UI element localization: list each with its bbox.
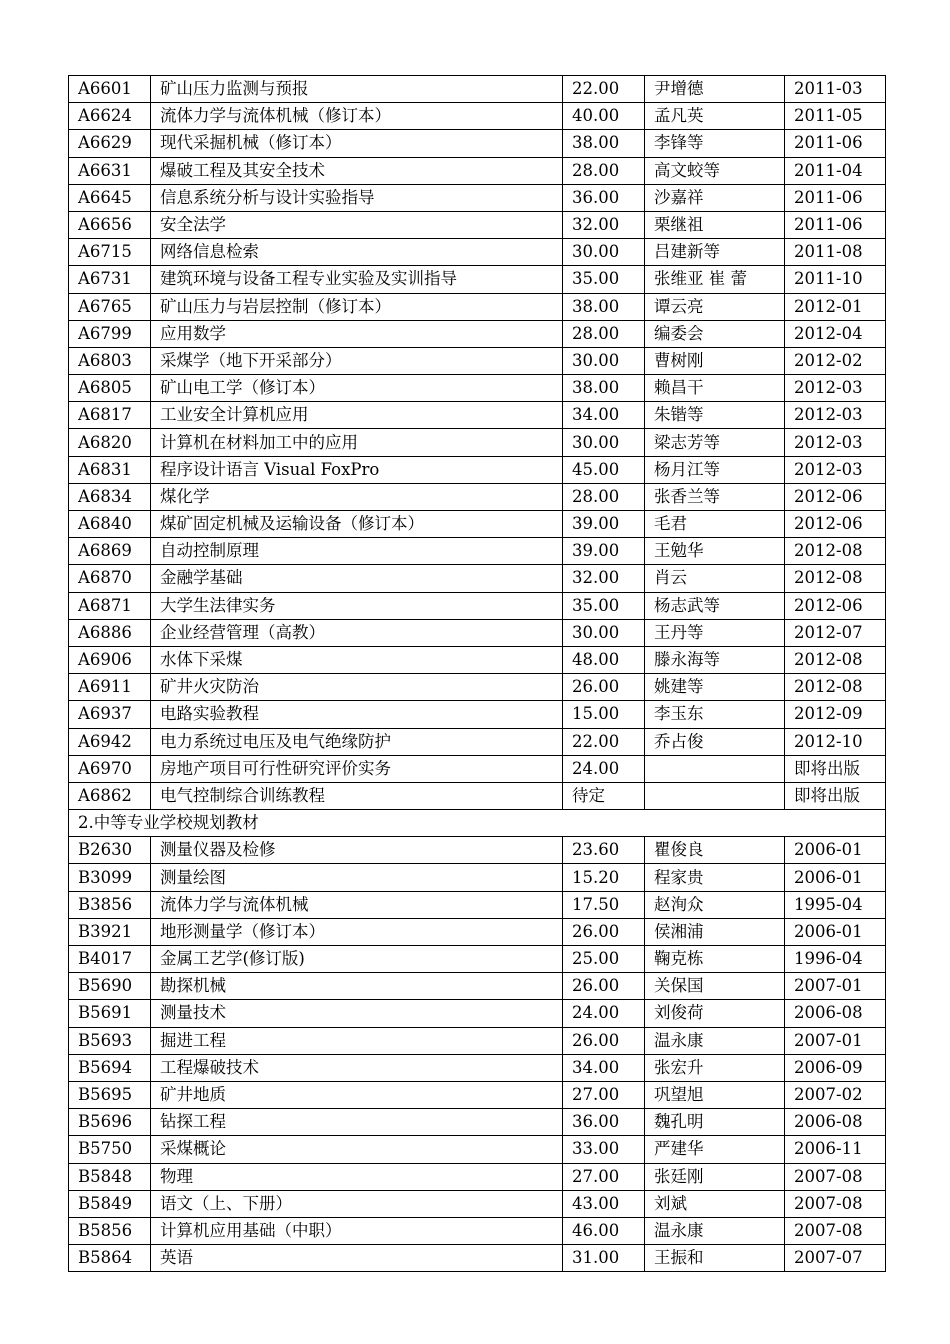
table-row bbox=[69, 320, 886, 347]
price-cell: 33.00 bbox=[563, 1136, 645, 1163]
author-cell: 侯湘浦 bbox=[645, 918, 785, 945]
price-cell: 30.00 bbox=[563, 239, 645, 266]
price-cell: 32.00 bbox=[563, 211, 645, 238]
price-cell: 28.00 bbox=[563, 157, 645, 184]
book-title-cell: 计算机在材料加工中的应用 bbox=[151, 429, 563, 456]
price-cell: 43.00 bbox=[563, 1190, 645, 1217]
publish-date-cell: 2006-08 bbox=[785, 1000, 886, 1027]
book-title-cell: 测量技术 bbox=[151, 1000, 563, 1027]
book-code-cell: A6629 bbox=[69, 130, 151, 157]
book-code-cell: B5694 bbox=[69, 1054, 151, 1081]
author-cell: 李玉东 bbox=[645, 701, 785, 728]
book-title-cell: 流体力学与流体机械 bbox=[151, 891, 563, 918]
book-code-cell: B3856 bbox=[69, 891, 151, 918]
book-code-cell: B5849 bbox=[69, 1190, 151, 1217]
book-code-cell: A6715 bbox=[69, 239, 151, 266]
book-code-cell: B5864 bbox=[69, 1245, 151, 1272]
table-row bbox=[69, 511, 886, 538]
book-title-cell: 现代采掘机械（修订本） bbox=[151, 130, 563, 157]
book-title-cell: 信息系统分析与设计实验指导 bbox=[151, 184, 563, 211]
section-heading: 2.中等专业学校规划教材 bbox=[69, 810, 886, 837]
price-cell: 35.00 bbox=[563, 266, 645, 293]
publish-date-cell: 2012-03 bbox=[785, 456, 886, 483]
table-row bbox=[69, 701, 886, 728]
price-cell: 26.00 bbox=[563, 973, 645, 1000]
price-cell: 22.00 bbox=[563, 76, 645, 103]
table-row bbox=[69, 76, 886, 103]
book-code-cell: A6799 bbox=[69, 320, 151, 347]
book-title-cell: 电气控制综合训练教程 bbox=[151, 782, 563, 809]
table-row bbox=[69, 211, 886, 238]
book-code-cell: B2630 bbox=[69, 837, 151, 864]
price-cell: 15.00 bbox=[563, 701, 645, 728]
price-cell: 30.00 bbox=[563, 347, 645, 374]
book-title-cell: 金属工艺学(修订版) bbox=[151, 946, 563, 973]
author-cell: 巩望旭 bbox=[645, 1081, 785, 1108]
book-title-cell: 计算机应用基础（中职） bbox=[151, 1217, 563, 1244]
price-cell: 32.00 bbox=[563, 565, 645, 592]
author-cell: 谭云亮 bbox=[645, 293, 785, 320]
book-code-cell: A6731 bbox=[69, 266, 151, 293]
publish-date-cell: 2007-08 bbox=[785, 1190, 886, 1217]
table-row bbox=[69, 184, 886, 211]
book-code-cell: A6871 bbox=[69, 592, 151, 619]
book-title-cell: 采煤概论 bbox=[151, 1136, 563, 1163]
table-row bbox=[69, 728, 886, 755]
table-row bbox=[69, 864, 886, 891]
table-row bbox=[69, 674, 886, 701]
author-cell bbox=[645, 782, 785, 809]
author-cell: 编委会 bbox=[645, 320, 785, 347]
author-cell: 李锋等 bbox=[645, 130, 785, 157]
publish-date-cell: 2012-08 bbox=[785, 538, 886, 565]
price-cell: 45.00 bbox=[563, 456, 645, 483]
publish-date-cell: 2006-09 bbox=[785, 1054, 886, 1081]
book-code-cell: B5690 bbox=[69, 973, 151, 1000]
author-cell: 关保国 bbox=[645, 973, 785, 1000]
book-title-cell: 电力系统过电压及电气绝缘防护 bbox=[151, 728, 563, 755]
book-title-cell: 应用数学 bbox=[151, 320, 563, 347]
book-code-cell: A6834 bbox=[69, 483, 151, 510]
publish-date-cell: 2012-01 bbox=[785, 293, 886, 320]
price-cell: 40.00 bbox=[563, 103, 645, 130]
book-title-cell: 自动控制原理 bbox=[151, 538, 563, 565]
publish-date-cell: 2012-02 bbox=[785, 347, 886, 374]
author-cell: 赵洵众 bbox=[645, 891, 785, 918]
author-cell: 曹树刚 bbox=[645, 347, 785, 374]
book-title-cell: 煤矿固定机械及运输设备（修订本） bbox=[151, 511, 563, 538]
table-row bbox=[69, 1109, 886, 1136]
publish-date-cell: 2012-10 bbox=[785, 728, 886, 755]
book-title-cell: 语文（上、下册） bbox=[151, 1190, 563, 1217]
author-cell: 张维亚 崔 蕾 bbox=[645, 266, 785, 293]
author-cell: 温永康 bbox=[645, 1027, 785, 1054]
book-code-cell: B5848 bbox=[69, 1163, 151, 1190]
author-cell: 肖云 bbox=[645, 565, 785, 592]
publish-date-cell: 2007-02 bbox=[785, 1081, 886, 1108]
book-code-cell: A6601 bbox=[69, 76, 151, 103]
price-cell: 34.00 bbox=[563, 402, 645, 429]
publish-date-cell: 即将出版 bbox=[785, 755, 886, 782]
book-title-cell: 英语 bbox=[151, 1245, 563, 1272]
book-code-cell: B4017 bbox=[69, 946, 151, 973]
publish-date-cell: 2011-06 bbox=[785, 211, 886, 238]
table-row bbox=[69, 483, 886, 510]
publish-date-cell: 1996-04 bbox=[785, 946, 886, 973]
book-title-cell: 勘探机械 bbox=[151, 973, 563, 1000]
table-row bbox=[69, 266, 886, 293]
publish-date-cell: 2006-11 bbox=[785, 1136, 886, 1163]
author-cell: 杨志武等 bbox=[645, 592, 785, 619]
book-code-cell: B5695 bbox=[69, 1081, 151, 1108]
author-cell: 杨月江等 bbox=[645, 456, 785, 483]
book-code-cell: A6805 bbox=[69, 375, 151, 402]
table-row bbox=[69, 157, 886, 184]
author-cell: 沙嘉祥 bbox=[645, 184, 785, 211]
section-row bbox=[69, 810, 886, 837]
table-row bbox=[69, 538, 886, 565]
author-cell: 毛君 bbox=[645, 511, 785, 538]
author-cell: 严建华 bbox=[645, 1136, 785, 1163]
price-cell: 27.00 bbox=[563, 1081, 645, 1108]
author-cell: 王勉华 bbox=[645, 538, 785, 565]
author-cell: 温永康 bbox=[645, 1217, 785, 1244]
price-cell: 17.50 bbox=[563, 891, 645, 918]
publish-date-cell: 2011-06 bbox=[785, 130, 886, 157]
table-row bbox=[69, 646, 886, 673]
book-code-cell: A6911 bbox=[69, 674, 151, 701]
price-cell: 23.60 bbox=[563, 837, 645, 864]
book-code-cell: A6970 bbox=[69, 755, 151, 782]
author-cell: 吕建新等 bbox=[645, 239, 785, 266]
book-title-cell: 安全法学 bbox=[151, 211, 563, 238]
table-row bbox=[69, 946, 886, 973]
author-cell: 鞠克栋 bbox=[645, 946, 785, 973]
publish-date-cell: 2007-08 bbox=[785, 1163, 886, 1190]
price-cell: 48.00 bbox=[563, 646, 645, 673]
book-code-cell: A6886 bbox=[69, 619, 151, 646]
author-cell: 赖昌干 bbox=[645, 375, 785, 402]
publish-date-cell: 即将出版 bbox=[785, 782, 886, 809]
price-cell: 30.00 bbox=[563, 619, 645, 646]
book-title-cell: 程序设计语言 Visual FoxPro bbox=[151, 456, 563, 483]
book-code-cell: A6869 bbox=[69, 538, 151, 565]
publish-date-cell: 2006-01 bbox=[785, 864, 886, 891]
price-cell: 27.00 bbox=[563, 1163, 645, 1190]
publish-date-cell: 2012-03 bbox=[785, 402, 886, 429]
book-code-cell: B5693 bbox=[69, 1027, 151, 1054]
publish-date-cell: 2012-08 bbox=[785, 646, 886, 673]
author-cell: 瞿俊良 bbox=[645, 837, 785, 864]
author-cell bbox=[645, 755, 785, 782]
publish-date-cell: 2011-08 bbox=[785, 239, 886, 266]
book-code-cell: A6840 bbox=[69, 511, 151, 538]
book-title-cell: 矿井地质 bbox=[151, 1081, 563, 1108]
author-cell: 张廷刚 bbox=[645, 1163, 785, 1190]
book-code-cell: A6803 bbox=[69, 347, 151, 374]
price-cell: 26.00 bbox=[563, 674, 645, 701]
price-cell: 38.00 bbox=[563, 130, 645, 157]
table-row bbox=[69, 1217, 886, 1244]
book-title-cell: 工程爆破技术 bbox=[151, 1054, 563, 1081]
author-cell: 刘俊荷 bbox=[645, 1000, 785, 1027]
table-row bbox=[69, 1136, 886, 1163]
price-cell: 35.00 bbox=[563, 592, 645, 619]
table-row bbox=[69, 239, 886, 266]
publish-date-cell: 2007-01 bbox=[785, 973, 886, 1000]
table-row bbox=[69, 375, 886, 402]
book-title-cell: 地形测量学（修订本） bbox=[151, 918, 563, 945]
price-cell: 38.00 bbox=[563, 293, 645, 320]
price-cell: 28.00 bbox=[563, 483, 645, 510]
book-title-cell: 网络信息检索 bbox=[151, 239, 563, 266]
author-cell: 尹增德 bbox=[645, 76, 785, 103]
price-cell: 34.00 bbox=[563, 1054, 645, 1081]
publish-date-cell: 2012-09 bbox=[785, 701, 886, 728]
book-title-cell: 建筑环境与设备工程专业实验及实训指导 bbox=[151, 266, 563, 293]
book-code-cell: B5691 bbox=[69, 1000, 151, 1027]
table-row bbox=[69, 782, 886, 809]
table-row bbox=[69, 347, 886, 374]
table-row bbox=[69, 130, 886, 157]
publish-date-cell: 2006-01 bbox=[785, 837, 886, 864]
book-title-cell: 大学生法律实务 bbox=[151, 592, 563, 619]
author-cell: 程家贵 bbox=[645, 864, 785, 891]
book-title-cell: 爆破工程及其安全技术 bbox=[151, 157, 563, 184]
author-cell: 滕永海等 bbox=[645, 646, 785, 673]
table-row bbox=[69, 1190, 886, 1217]
table-row bbox=[69, 891, 886, 918]
publish-date-cell: 2012-08 bbox=[785, 674, 886, 701]
price-cell: 24.00 bbox=[563, 755, 645, 782]
publish-date-cell: 2012-07 bbox=[785, 619, 886, 646]
table-row bbox=[69, 592, 886, 619]
price-cell: 22.00 bbox=[563, 728, 645, 755]
price-cell: 26.00 bbox=[563, 1027, 645, 1054]
author-cell: 栗继祖 bbox=[645, 211, 785, 238]
author-cell: 朱锴等 bbox=[645, 402, 785, 429]
book-code-cell: B3099 bbox=[69, 864, 151, 891]
price-cell: 46.00 bbox=[563, 1217, 645, 1244]
book-title-cell: 钻探工程 bbox=[151, 1109, 563, 1136]
price-cell: 15.20 bbox=[563, 864, 645, 891]
book-code-cell: A6906 bbox=[69, 646, 151, 673]
book-code-cell: A6820 bbox=[69, 429, 151, 456]
publish-date-cell: 2011-06 bbox=[785, 184, 886, 211]
table-row bbox=[69, 1054, 886, 1081]
table-row bbox=[69, 755, 886, 782]
price-cell: 24.00 bbox=[563, 1000, 645, 1027]
table-row bbox=[69, 429, 886, 456]
table-row bbox=[69, 918, 886, 945]
price-cell: 28.00 bbox=[563, 320, 645, 347]
author-cell: 王丹等 bbox=[645, 619, 785, 646]
book-code-cell: A6937 bbox=[69, 701, 151, 728]
publish-date-cell: 2011-04 bbox=[785, 157, 886, 184]
table-row bbox=[69, 1245, 886, 1272]
book-code-cell: B5750 bbox=[69, 1136, 151, 1163]
author-cell: 王振和 bbox=[645, 1245, 785, 1272]
author-cell: 魏孔明 bbox=[645, 1109, 785, 1136]
book-title-cell: 流体力学与流体机械（修订本） bbox=[151, 103, 563, 130]
book-title-cell: 企业经营管理（高教） bbox=[151, 619, 563, 646]
book-code-cell: A6831 bbox=[69, 456, 151, 483]
author-cell: 高文蛟等 bbox=[645, 157, 785, 184]
book-code-cell: B5856 bbox=[69, 1217, 151, 1244]
book-title-cell: 房地产项目可行性研究评价实务 bbox=[151, 755, 563, 782]
book-title-cell: 测量绘图 bbox=[151, 864, 563, 891]
book-code-cell: B5696 bbox=[69, 1109, 151, 1136]
publish-date-cell: 1995-04 bbox=[785, 891, 886, 918]
table-row bbox=[69, 1000, 886, 1027]
book-code-cell: A6645 bbox=[69, 184, 151, 211]
book-title-cell: 采煤学（地下开采部分） bbox=[151, 347, 563, 374]
author-cell: 张宏升 bbox=[645, 1054, 785, 1081]
table-row bbox=[69, 565, 886, 592]
publish-date-cell: 2012-03 bbox=[785, 429, 886, 456]
book-title-cell: 水体下采煤 bbox=[151, 646, 563, 673]
book-title-cell: 工业安全计算机应用 bbox=[151, 402, 563, 429]
publish-date-cell: 2011-05 bbox=[785, 103, 886, 130]
table-row bbox=[69, 973, 886, 1000]
publish-date-cell: 2012-06 bbox=[785, 483, 886, 510]
book-title-cell: 矿山电工学（修订本） bbox=[151, 375, 563, 402]
table-row bbox=[69, 456, 886, 483]
book-code-cell: A6817 bbox=[69, 402, 151, 429]
publish-date-cell: 2006-08 bbox=[785, 1109, 886, 1136]
publish-date-cell: 2006-01 bbox=[785, 918, 886, 945]
table-row bbox=[69, 619, 886, 646]
publish-date-cell: 2007-08 bbox=[785, 1217, 886, 1244]
table-row bbox=[69, 293, 886, 320]
book-code-cell: A6624 bbox=[69, 103, 151, 130]
catalog-table bbox=[68, 75, 886, 1272]
book-code-cell: A6631 bbox=[69, 157, 151, 184]
table-row bbox=[69, 402, 886, 429]
author-cell: 梁志芳等 bbox=[645, 429, 785, 456]
book-title-cell: 金融学基础 bbox=[151, 565, 563, 592]
book-title-cell: 矿山压力监测与预报 bbox=[151, 76, 563, 103]
book-title-cell: 煤化学 bbox=[151, 483, 563, 510]
book-title-cell: 测量仪器及检修 bbox=[151, 837, 563, 864]
publish-date-cell: 2012-04 bbox=[785, 320, 886, 347]
table-row bbox=[69, 837, 886, 864]
publish-date-cell: 2011-10 bbox=[785, 266, 886, 293]
author-cell: 刘斌 bbox=[645, 1190, 785, 1217]
author-cell: 姚建等 bbox=[645, 674, 785, 701]
table-row bbox=[69, 1027, 886, 1054]
price-cell: 26.00 bbox=[563, 918, 645, 945]
publish-date-cell: 2011-03 bbox=[785, 76, 886, 103]
book-title-cell: 矿山压力与岩层控制（修订本） bbox=[151, 293, 563, 320]
book-code-cell: A6870 bbox=[69, 565, 151, 592]
price-cell: 30.00 bbox=[563, 429, 645, 456]
price-cell: 25.00 bbox=[563, 946, 645, 973]
book-code-cell: A6862 bbox=[69, 782, 151, 809]
publish-date-cell: 2012-08 bbox=[785, 565, 886, 592]
author-cell: 乔占俊 bbox=[645, 728, 785, 755]
publish-date-cell: 2007-01 bbox=[785, 1027, 886, 1054]
table-row bbox=[69, 1163, 886, 1190]
price-cell: 36.00 bbox=[563, 184, 645, 211]
price-cell: 31.00 bbox=[563, 1245, 645, 1272]
book-code-cell: A6656 bbox=[69, 211, 151, 238]
author-cell: 张香兰等 bbox=[645, 483, 785, 510]
catalog-body bbox=[69, 76, 886, 1272]
book-code-cell: A6765 bbox=[69, 293, 151, 320]
publish-date-cell: 2012-06 bbox=[785, 592, 886, 619]
book-title-cell: 电路实验教程 bbox=[151, 701, 563, 728]
book-code-cell: A6942 bbox=[69, 728, 151, 755]
book-title-cell: 矿井火灾防治 bbox=[151, 674, 563, 701]
price-cell: 39.00 bbox=[563, 511, 645, 538]
book-title-cell: 掘进工程 bbox=[151, 1027, 563, 1054]
publish-date-cell: 2012-06 bbox=[785, 511, 886, 538]
author-cell: 孟凡英 bbox=[645, 103, 785, 130]
publish-date-cell: 2007-07 bbox=[785, 1245, 886, 1272]
price-cell: 待定 bbox=[563, 782, 645, 809]
table-row bbox=[69, 103, 886, 130]
book-code-cell: B3921 bbox=[69, 918, 151, 945]
price-cell: 38.00 bbox=[563, 375, 645, 402]
price-cell: 36.00 bbox=[563, 1109, 645, 1136]
table-row bbox=[69, 1081, 886, 1108]
publish-date-cell: 2012-03 bbox=[785, 375, 886, 402]
price-cell: 39.00 bbox=[563, 538, 645, 565]
book-title-cell: 物理 bbox=[151, 1163, 563, 1190]
